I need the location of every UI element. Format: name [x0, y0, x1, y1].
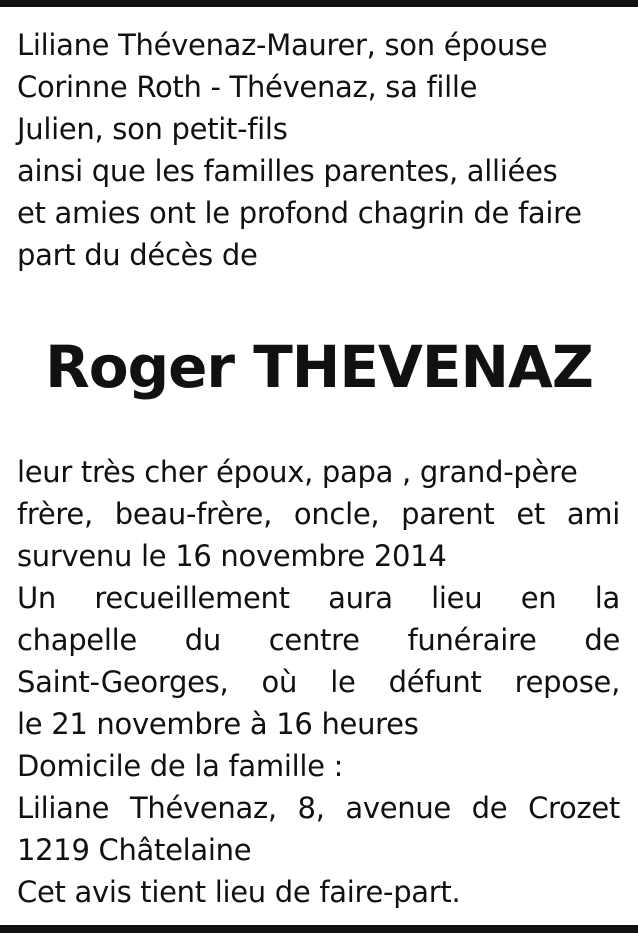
body-line-domicile-label: Domicile de la famille :	[17, 749, 344, 783]
body-line-ceremony: Un recueillement aura lieu en la	[17, 581, 620, 615]
intro-line-grandson: Julien, son petit-fils	[17, 112, 288, 146]
body-line-chapel: chapelle du centre funéraire de	[17, 623, 620, 657]
body-line-address: Liliane Thévenaz, 8, avenue de Crozet	[17, 791, 620, 825]
deceased-name-heading: Roger THEVENAZ	[45, 333, 593, 401]
intro-line-families: ainsi que les familles parentes, alliées	[17, 154, 558, 188]
intro-line-friends: et amies ont le profond chagrin de faire	[17, 196, 582, 230]
bottom-border-rule	[0, 925, 638, 933]
body-line-ceremony-date: le 21 novembre à 16 heures	[17, 707, 419, 741]
body-line-relations: leur très cher époux, papa , grand-père	[17, 455, 578, 489]
body-line-relations-2: frère, beau-frère, oncle, parent et ami	[17, 497, 620, 531]
body-line-city: 1219 Châtelaine	[17, 833, 252, 867]
body-line-date-of-death: survenu le 16 novembre 2014	[17, 539, 447, 573]
body-line-closing-note: Cet avis tient lieu de faire-part.	[17, 875, 461, 909]
intro-line-spouse: Liliane Thévenaz-Maurer, son épouse	[17, 28, 548, 62]
intro-line-daughter: Corinne Roth - Thévenaz, sa fille	[17, 70, 478, 104]
intro-line-announcement: part du décès de	[17, 238, 258, 272]
top-border-rule	[0, 0, 638, 7]
body-line-location: Saint-Georges, où le défunt repose,	[17, 665, 620, 699]
